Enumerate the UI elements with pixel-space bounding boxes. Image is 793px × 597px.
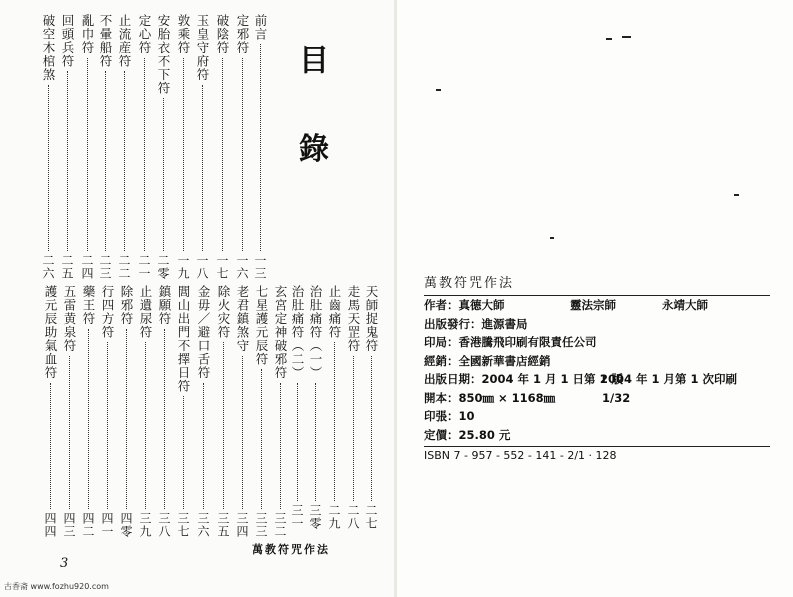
toc-leader-dots xyxy=(297,383,298,502)
toc-entry-page: 四零 xyxy=(119,512,133,538)
colophon-value: 真德大師 xyxy=(458,298,505,312)
toc-entry-title: 除邪符 xyxy=(119,285,134,326)
toc-leader-dots xyxy=(126,329,127,510)
toc-entry xyxy=(176,14,190,280)
toc-entry-title: 行四方符 xyxy=(100,285,115,339)
toc-entry xyxy=(60,14,74,280)
watermark-text: 古香斋 www.fozhu920.com xyxy=(4,582,109,591)
colophon-rows xyxy=(424,296,770,444)
toc-entry-page: 三九 xyxy=(138,512,152,538)
colophon-value: 全國新華書店經銷 xyxy=(458,353,551,368)
toc-entry-title: 不暈船符 xyxy=(98,14,113,68)
colophon-label: 開本： xyxy=(424,390,459,405)
toc-entry-title: 藥王符 xyxy=(81,285,96,326)
toc-entry-page: 一九 xyxy=(176,254,190,280)
toc-entry xyxy=(81,285,95,538)
toc-leader-dots xyxy=(183,58,184,252)
toc-entry-page: 四二 xyxy=(81,512,95,538)
toc-entry-page: 一七 xyxy=(215,254,229,280)
colophon-label: 定價： xyxy=(424,427,459,442)
toc-entry xyxy=(138,285,152,538)
toc-leader-dots xyxy=(260,44,261,251)
colophon-label: 出版日期： xyxy=(424,372,482,386)
toc-leader-dots xyxy=(107,342,108,509)
toc-entry-page: 四三 xyxy=(62,512,76,538)
colophon xyxy=(424,272,770,465)
toc-entry-title: 鎮願符 xyxy=(157,285,172,326)
toc-leader-dots xyxy=(48,85,49,252)
book-gutter xyxy=(394,0,397,597)
toc-entry-page: 二二 xyxy=(117,254,131,280)
colophon-value: 25.80 元 xyxy=(458,427,511,442)
colophon-row xyxy=(424,315,770,334)
toc-entry-title: 治肚痛符（二） xyxy=(290,285,305,380)
toc-entry xyxy=(41,14,55,280)
toc-entry xyxy=(117,14,131,280)
toc-entry xyxy=(100,285,114,538)
toc-entry-page: 三三 xyxy=(254,512,268,538)
toc-entry-page: 二五 xyxy=(60,254,74,280)
toc-entry-title: 五雷黄泉符 xyxy=(62,285,77,353)
toc-entry xyxy=(253,14,267,280)
toc-leader-dots xyxy=(144,58,145,252)
running-title: 萬教符咒作法 xyxy=(252,543,330,556)
toc-entry-page: 三一 xyxy=(290,504,304,530)
colophon-row xyxy=(424,407,770,426)
toc-entry xyxy=(308,285,322,530)
toc-leader-dots xyxy=(50,383,51,510)
toc-entry xyxy=(98,14,112,280)
isbn: ISBN 7 - 957 - 552 - 141 - 2/1 · 128 xyxy=(424,449,617,462)
colophon-value-secondary: 2004 年 1 月第 1 次印刷 xyxy=(600,372,738,386)
toc-entry-title: 前言 xyxy=(253,14,268,41)
toc-leader-dots xyxy=(87,58,88,252)
toc-leader-dots xyxy=(88,329,89,510)
toc-entry-title: 止齒痛符 xyxy=(327,285,342,339)
toc-title: 目 錄 xyxy=(293,44,328,187)
page-number: 3 xyxy=(60,556,69,571)
toc-entry-title: 破空木棺煞 xyxy=(41,14,56,82)
toc-entry-page: 三五 xyxy=(216,512,230,538)
toc-leader-dots xyxy=(242,356,243,510)
toc-entry-page: 一八 xyxy=(195,254,209,280)
toc-entry-page: 三七 xyxy=(176,512,190,538)
toc-entry xyxy=(215,14,229,280)
toc-entry-title: 除火灾符 xyxy=(216,285,231,339)
toc-entry-title: 七星護元辰符 xyxy=(254,285,269,366)
toc-entry xyxy=(254,285,268,538)
toc-entry xyxy=(196,285,210,538)
colophon-row xyxy=(424,370,770,389)
toc-entry xyxy=(176,285,190,538)
toc-entry-title: 敦乘符 xyxy=(176,14,191,55)
toc-entry-title: 定邪符 xyxy=(235,14,250,55)
toc-entry xyxy=(43,285,57,538)
toc-leader-dots xyxy=(183,396,184,509)
colophon-row xyxy=(424,389,770,408)
toc-entry-page: 四一 xyxy=(100,512,114,538)
colophon-value: 2004 年 1 月 1 日第 1 版 xyxy=(481,372,624,386)
colophon-value-secondary: 1/32 xyxy=(602,390,631,405)
toc-entry-page: 二四 xyxy=(80,254,94,280)
toc-leader-dots xyxy=(223,342,224,509)
toc-entry-page: 二三 xyxy=(98,254,112,280)
toc-entry-title: 止流産符 xyxy=(117,14,132,68)
toc-entry-title: 止遺尿符 xyxy=(138,285,153,339)
toc-leader-dots xyxy=(67,71,68,251)
colophon-value: 香港騰飛印刷有限責任公司 xyxy=(458,335,597,349)
toc-entry-title: 玄宮定神破邪符 xyxy=(273,285,288,380)
toc-leader-dots xyxy=(203,383,204,510)
toc-entry xyxy=(235,285,249,538)
toc-entry-title: 亂巾符 xyxy=(80,14,95,55)
scan-speck xyxy=(734,194,739,196)
colophon-row xyxy=(424,296,770,315)
toc-leader-dots xyxy=(163,98,164,251)
toc-entry-page: 三零 xyxy=(308,504,322,530)
toc-leader-dots xyxy=(222,58,223,252)
toc-entry-page: 二九 xyxy=(327,504,341,530)
toc-entry xyxy=(80,14,94,280)
scan-speck xyxy=(550,237,554,239)
toc-leader-dots xyxy=(105,71,106,251)
toc-entry-title: 天師捉鬼符 xyxy=(364,285,379,353)
scan-speck xyxy=(606,38,612,40)
toc-entry-title: 護元辰助氣血符 xyxy=(43,285,58,380)
colophon-label: 出版發行： xyxy=(424,316,482,331)
toc-entry-title: 回頭兵符 xyxy=(60,14,75,68)
toc-leader-dots xyxy=(124,71,125,251)
scan-speck xyxy=(436,89,441,91)
toc-entry xyxy=(364,285,378,530)
toc-leader-dots xyxy=(261,369,262,509)
toc-entry-page: 二八 xyxy=(346,504,360,530)
toc-entry-page: 一六 xyxy=(235,254,249,280)
toc-entry-title: 安胎衣不下符 xyxy=(156,14,171,95)
toc-entry-page: 三六 xyxy=(196,512,210,538)
toc-entry xyxy=(273,285,287,538)
toc-entry xyxy=(137,14,151,280)
toc-entry-title: 玉皇守府符 xyxy=(195,14,210,82)
toc-entry-title: 走馬天罡符 xyxy=(346,285,361,353)
toc-leader-dots xyxy=(353,356,354,502)
toc-entry-page: 二一 xyxy=(137,254,151,280)
toc-entry-title: 閭山出門不擇日符 xyxy=(176,285,191,393)
toc-leader-dots xyxy=(280,383,281,510)
colophon-value: 10 xyxy=(458,409,475,423)
toc-entry-page: 三二 xyxy=(273,512,287,538)
toc-leader-dots xyxy=(69,356,70,510)
toc-entry xyxy=(157,285,171,538)
toc-entry xyxy=(216,285,230,538)
colophon-label: 經銷： xyxy=(424,353,459,368)
toc-entry-page: 四四 xyxy=(43,512,57,538)
toc-entry-page: 三四 xyxy=(235,512,249,538)
colophon-row xyxy=(424,333,770,352)
toc-entry-title: 金毋／避口舌符 xyxy=(196,285,211,380)
toc-entry xyxy=(346,285,360,530)
toc-entry-page: 一三 xyxy=(253,254,267,280)
toc-leader-dots xyxy=(145,342,146,509)
toc-entry xyxy=(327,285,341,530)
toc-leader-dots xyxy=(242,58,243,252)
toc-entry-page: 二六 xyxy=(41,254,55,280)
toc-entry xyxy=(290,285,304,530)
toc-entry xyxy=(156,14,170,280)
toc-entry-page: 三八 xyxy=(157,512,171,538)
toc-entry xyxy=(195,14,209,280)
toc-entry-title: 老君鎮煞守 xyxy=(235,285,250,353)
scan-speck xyxy=(622,36,631,38)
toc-leader-dots xyxy=(315,383,316,502)
colophon-label: 印局： xyxy=(424,335,459,349)
colophon-book-title: 萬教符咒作法 xyxy=(424,276,515,291)
toc-entry-page: 二零 xyxy=(156,254,170,280)
toc-leader-dots xyxy=(371,356,372,502)
colophon-label: 作者： xyxy=(424,298,459,312)
toc-leader-dots xyxy=(202,85,203,252)
colophon-value: 進源書局 xyxy=(481,316,528,331)
colophon-row xyxy=(424,352,770,371)
toc-entry-title: 破陰符 xyxy=(215,14,230,55)
toc-leader-dots xyxy=(164,329,165,510)
colophon-value: 850㎜ × 1168㎜ xyxy=(458,390,556,405)
toc-entry xyxy=(62,285,76,538)
toc-entry-page: 二七 xyxy=(364,504,378,530)
toc-leader-dots xyxy=(334,342,335,501)
toc-entry xyxy=(119,285,133,538)
colophon-value-secondary: 靈法宗師 xyxy=(570,298,616,312)
toc-entry xyxy=(235,14,249,280)
toc-entry-title: 定心符 xyxy=(137,14,152,55)
colophon-value-tertiary: 永靖大師 xyxy=(662,298,708,312)
colophon-row xyxy=(424,426,770,445)
colophon-label: 印張： xyxy=(424,409,459,423)
toc-entry-title: 治肚痛符（一） xyxy=(308,285,323,380)
